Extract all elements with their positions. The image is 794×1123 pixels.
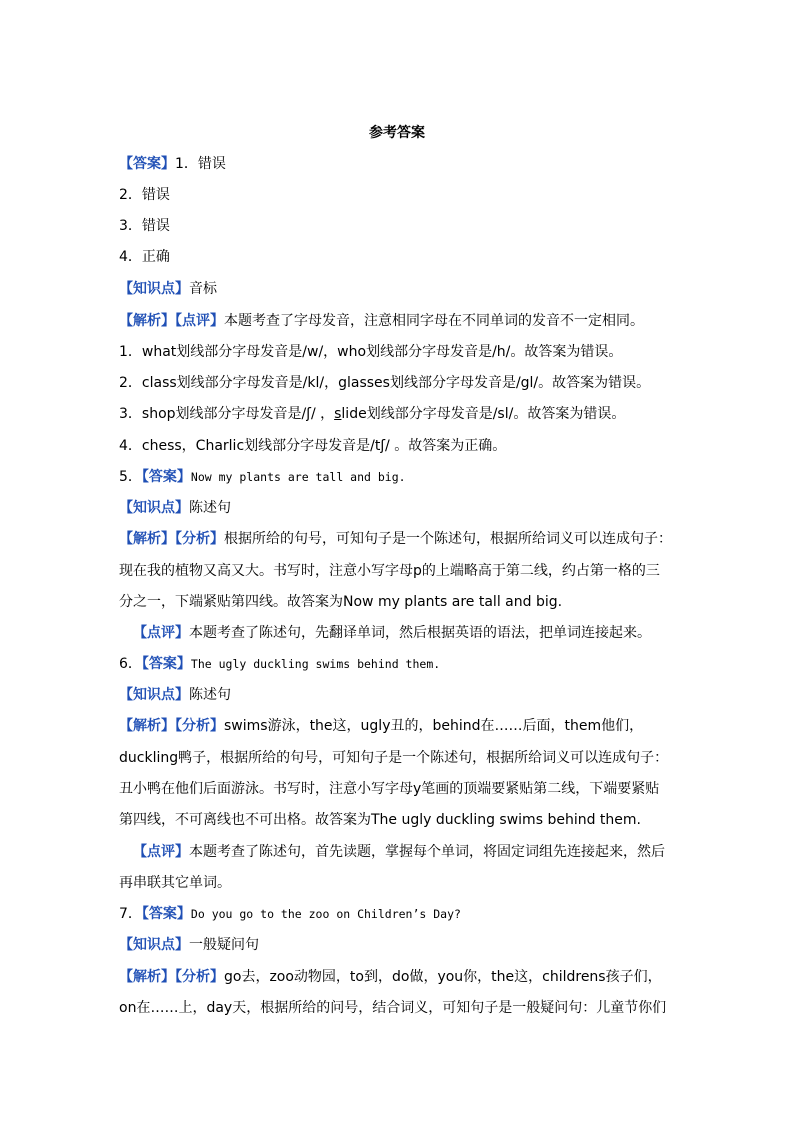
q5-analysis-line-2: 现在我的植物又高又大。书写时，注意小写字母p的上端略高于第二线，约占第一格的三 — [119, 563, 660, 579]
q7-analysis-line-2: on在……上，day天，根据所给的问号，结合词义，可知句子是一般疑问句：儿童节你们 — [119, 1000, 667, 1016]
q6-analysis-line-3: 丑小鸭在他们后面游泳。书写时，注意小写字母y笔画的顶端要紧贴第二线，下端要紧贴 — [119, 781, 660, 797]
analysis-tag: 【解析】 — [119, 531, 175, 547]
analysis-line-1: 【解析】【点评】本题考查了字母发音，注意相同字母在不同单词的发音不一定相同。 — [119, 313, 644, 329]
answer-line-2: 2．错误 — [119, 187, 170, 203]
q5-answer-line: 5．【答案】Now my plants are tall and big. — [119, 469, 406, 485]
q7-analysis-line-1: 【解析】【分析】go去，zoo动物园，to到，do做，you你，the这，childrens孩子们， — [119, 969, 662, 985]
q6-comment-line-1: 【点评】本题考查了陈述句，首先读题，掌握每个单词，将固定词组先连接起来，然后 — [133, 844, 665, 860]
q6-analysis-line-1: 【解析】【分析】swims游泳，the这，ugly丑的，behind在……后面，them他们， — [119, 718, 644, 734]
q6-comment-line-2: 再串联其它单词。 — [119, 875, 231, 891]
q5-knowledge-line: 【知识点】陈述句 — [119, 500, 231, 516]
knowledge-tag: 【知识点】 — [119, 281, 189, 297]
explain-line-2: 2．class划线部分字母发音是/kl/，glasses划线部分字母发音是/gl/。故答案为错误。 — [119, 375, 651, 391]
answer-tag: 【答案】 — [141, 469, 191, 485]
q5-analysis-line-3: 分之一，下端紧贴第四线。故答案为Now my plants are tall and big. — [119, 594, 563, 610]
analysis-tag: 【解析】 — [119, 969, 175, 985]
answer-line-1: 【答案】1．错误 — [119, 156, 226, 172]
analyze-tag: 【分析】 — [175, 718, 224, 734]
analyze-tag: 【分析】 — [175, 969, 224, 985]
analysis-tag: 【解析】 — [119, 313, 175, 329]
q6-analysis-line-4: 第四线，不可离线也不可出格。故答案为The ugly duckling swims behind them. — [119, 812, 641, 828]
q6-answer-line: 6．【答案】The ugly duckling swims behind them. — [119, 656, 441, 672]
underlined-letter: s — [334, 406, 342, 422]
q5-comment-line: 【点评】本题考查了陈述句，先翻译单词，然后根据英语的语法，把单词连接起来。 — [133, 625, 651, 641]
page-title: 参考答案 — [369, 125, 425, 141]
comment-tag: 【点评】 — [133, 625, 189, 641]
analyze-tag: 【分析】 — [175, 531, 224, 547]
analysis-tag: 【解析】 — [119, 718, 175, 734]
q6-knowledge-line: 【知识点】陈述句 — [119, 687, 231, 703]
knowledge-line-1: 【知识点】音标 — [119, 281, 217, 297]
answer-tag: 【答案】 — [141, 906, 191, 922]
knowledge-tag: 【知识点】 — [119, 500, 189, 516]
answer-line-4: 4．正确 — [119, 249, 170, 265]
answer-tag: 【答案】 — [119, 156, 175, 172]
q6-analysis-line-2: duckling鸭子，根据所给的句号，可知句子是一个陈述句，根据所给词义可以连成句子： — [119, 750, 669, 766]
explain-line-1: 1．what划线部分字母发音是/w/，who划线部分字母发音是/h/。故答案为错误。 — [119, 344, 623, 360]
knowledge-tag: 【知识点】 — [119, 937, 189, 953]
q7-knowledge-line: 【知识点】一般疑问句 — [119, 937, 259, 953]
comment-tag: 【点评】 — [175, 313, 224, 329]
q5-analysis-line-1: 【解析】【分析】根据所给的句号，可知句子是一个陈述句，根据所给词义可以连成句子： — [119, 531, 672, 547]
q7-answer-line: 7．【答案】Do you go to the zoo on Children’s Day? — [119, 906, 461, 922]
answer-tag: 【答案】 — [141, 656, 191, 672]
explain-line-3: 3．shop划线部分字母发音是/ʃ/ ，slide划线部分字母发音是/sl/。故答案为错误。 — [119, 406, 626, 422]
comment-tag: 【点评】 — [133, 844, 189, 860]
answer-line-3: 3．错误 — [119, 218, 170, 234]
knowledge-tag: 【知识点】 — [119, 687, 189, 703]
explain-line-4: 4．chess，Charlic划线部分字母发音是/tʃ/ 。故答案为正确。 — [119, 438, 507, 454]
